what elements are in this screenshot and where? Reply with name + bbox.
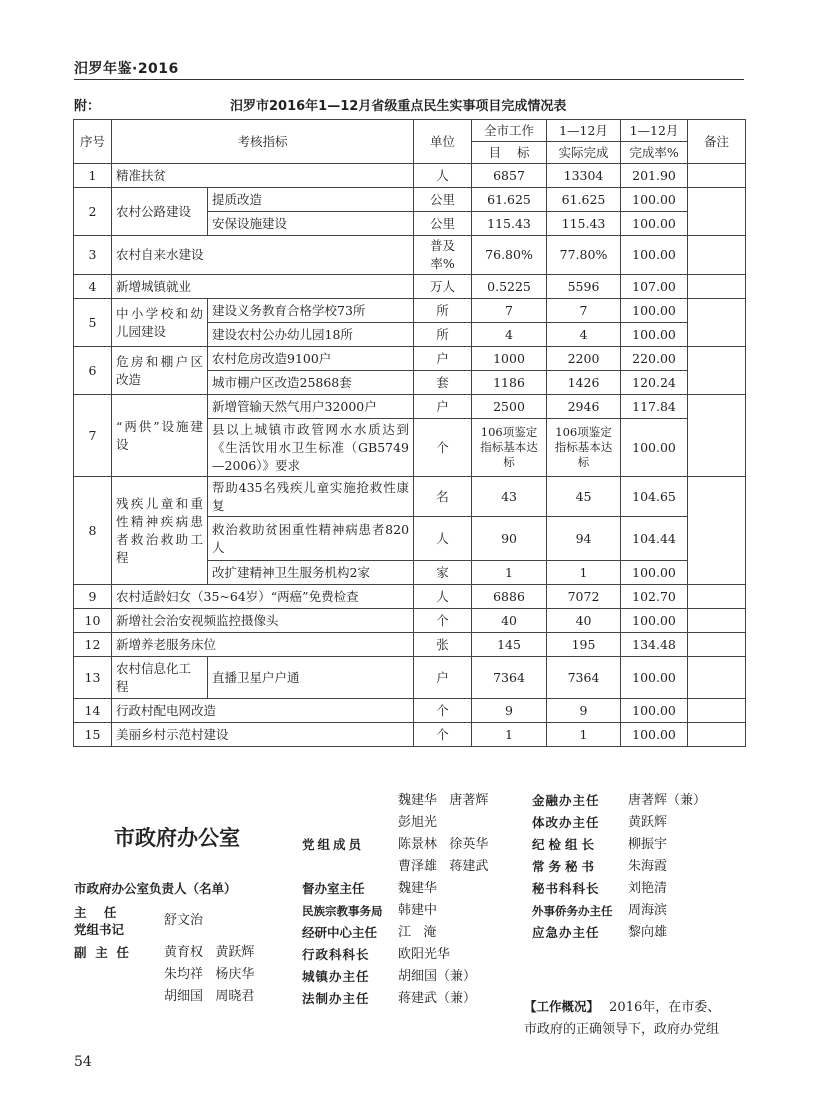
col-target-header-top: 全市工作 bbox=[472, 120, 547, 142]
role-label: 体改办主任 bbox=[532, 815, 600, 830]
role-label: 副 主 任 bbox=[74, 945, 129, 960]
col-target-header-bottom: 目 标 bbox=[472, 142, 547, 164]
note-cell bbox=[688, 699, 746, 723]
person-names: 黎向雄 bbox=[628, 925, 668, 940]
overview-line-1 bbox=[524, 996, 746, 1019]
note-cell bbox=[688, 347, 746, 395]
target-cell: 9 bbox=[472, 699, 547, 723]
rate-cell: 100.00 bbox=[621, 212, 688, 236]
role-label: 城镇办主任 bbox=[302, 969, 370, 984]
rate-cell: 220.00 bbox=[621, 347, 688, 371]
note-cell bbox=[688, 657, 746, 699]
actual-cell: 9 bbox=[547, 699, 621, 723]
col-seq-header: 序号 bbox=[74, 120, 112, 164]
target-cell: 61.625 bbox=[472, 188, 547, 212]
actual-cell: 7364 bbox=[547, 657, 621, 699]
role-label: 应急办主任 bbox=[532, 925, 600, 940]
actual-cell: 61.625 bbox=[547, 188, 621, 212]
seq-cell: 6 bbox=[74, 347, 112, 395]
roster-heading: 市政府办公室负责人（名单） bbox=[74, 881, 237, 896]
person-names: 陈景林 徐英华 曹泽雄 蒋建武 bbox=[398, 837, 489, 874]
person-names: 彭旭光 bbox=[398, 815, 438, 830]
role-label: 外事侨务办主任 bbox=[532, 904, 613, 918]
category-cell: 农村公路建设 bbox=[112, 188, 208, 236]
actual-cell: 115.43 bbox=[547, 212, 621, 236]
sub-indicator-cell: 提质改造 bbox=[208, 188, 414, 212]
person-names: 江 淹 bbox=[398, 925, 437, 940]
note-cell bbox=[688, 188, 746, 236]
sub-indicator-cell: 城市棚户区改造25868套 bbox=[208, 371, 414, 395]
unit-cell: 人 bbox=[414, 517, 472, 561]
note-cell bbox=[688, 609, 746, 633]
target-cell: 7 bbox=[472, 299, 547, 323]
overview-text: 2016年，在市委、 bbox=[609, 1000, 721, 1015]
sub-indicator-cell: 帮助435名残疾儿童实施抢救性康复 bbox=[208, 477, 414, 517]
table-row bbox=[74, 236, 746, 275]
indicator-cell: 行政村配电网改造 bbox=[112, 699, 414, 723]
unit-cell: 所 bbox=[414, 323, 472, 347]
roster-entry bbox=[74, 942, 294, 1008]
target-cell: 1 bbox=[472, 561, 547, 585]
seq-cell: 10 bbox=[74, 609, 112, 633]
roster-entry bbox=[532, 834, 746, 856]
roster-entry bbox=[532, 900, 746, 922]
person-names: 蒋建武（兼） bbox=[398, 991, 477, 1006]
seq-cell: 13 bbox=[74, 657, 112, 699]
sub-indicator-cell: 救治救助贫困重性精神病患者820人 bbox=[208, 517, 414, 561]
actual-cell: 5596 bbox=[547, 275, 621, 299]
person-names: 黄跃辉 bbox=[628, 815, 668, 830]
col-indicator-header: 考核指标 bbox=[112, 120, 414, 164]
actual-cell: 4 bbox=[547, 323, 621, 347]
rate-cell: 100.00 bbox=[621, 236, 688, 275]
role-label: 纪检组长 bbox=[532, 837, 599, 852]
role-label: 法制办主任 bbox=[302, 991, 370, 1006]
section-title: 市政府办公室 bbox=[114, 826, 240, 850]
roster-entry bbox=[532, 878, 746, 900]
unit-cell: 所 bbox=[414, 299, 472, 323]
category-cell: 残疾儿童和重性精神疾病患者救治救助工程 bbox=[112, 477, 208, 585]
unit-cell: 户 bbox=[414, 395, 472, 419]
role-label: 党组成员 bbox=[302, 837, 365, 852]
unit-cell: 套 bbox=[414, 371, 472, 395]
page-number: 54 bbox=[74, 1054, 92, 1070]
unit-cell: 公里 bbox=[414, 212, 472, 236]
unit-cell: 名 bbox=[414, 477, 472, 517]
note-cell bbox=[688, 395, 746, 477]
table-row bbox=[74, 347, 746, 371]
roster-entry bbox=[532, 812, 746, 834]
unit-cell: 户 bbox=[414, 347, 472, 371]
col-rate-header-top: 1—12月 bbox=[621, 120, 688, 142]
rate-cell: 104.65 bbox=[621, 477, 688, 517]
seq-cell: 14 bbox=[74, 699, 112, 723]
actual-cell: 45 bbox=[547, 477, 621, 517]
person-names: 魏建华 唐著辉 bbox=[398, 793, 489, 808]
roster-entry bbox=[532, 856, 746, 878]
sub-indicator-cell: 安保设施建设 bbox=[208, 212, 414, 236]
rate-cell: 120.24 bbox=[621, 371, 688, 395]
target-cell: 90 bbox=[472, 517, 547, 561]
person-names: 周海滨 bbox=[628, 903, 668, 918]
unit-cell: 个 bbox=[414, 419, 472, 477]
note-cell bbox=[688, 299, 746, 347]
table-row bbox=[74, 633, 746, 657]
rate-cell: 100.00 bbox=[621, 657, 688, 699]
indicator-cell: 农村适龄妇女（35~64岁）“两癌”免费检查 bbox=[112, 585, 414, 609]
target-cell: 76.80% bbox=[472, 236, 547, 275]
overview-paragraph bbox=[524, 996, 746, 1041]
unit-cell: 人 bbox=[414, 585, 472, 609]
target-cell: 4 bbox=[472, 323, 547, 347]
actual-cell: 1 bbox=[547, 561, 621, 585]
target-cell: 6886 bbox=[472, 585, 547, 609]
rate-cell: 100.00 bbox=[621, 419, 688, 477]
rate-cell: 100.00 bbox=[621, 699, 688, 723]
actual-cell: 94 bbox=[547, 517, 621, 561]
target-cell: 1000 bbox=[472, 347, 547, 371]
unit-cell: 户 bbox=[414, 657, 472, 699]
appendix-label: 附： bbox=[74, 99, 101, 114]
category-cell: 危房和棚户区改造 bbox=[112, 347, 208, 395]
col-rate-header-bottom: 完成率% bbox=[621, 142, 688, 164]
sub-indicator-cell: 县以上城镇市政管网水水质达到《生活饮用水卫生标准（GB5749—2006）》要求 bbox=[208, 419, 414, 477]
unit-cell: 人 bbox=[414, 164, 472, 188]
category-cell: 中小学校和幼儿园建设 bbox=[112, 299, 208, 347]
note-cell bbox=[688, 164, 746, 188]
roster-entry bbox=[302, 900, 522, 922]
note-cell bbox=[688, 236, 746, 275]
person-names: 唐著辉（兼） bbox=[628, 793, 707, 808]
target-cell: 0.5225 bbox=[472, 275, 547, 299]
indicator-cell: 新增社会治安视频监控摄像头 bbox=[112, 609, 414, 633]
roster-entry bbox=[302, 834, 522, 878]
person-names: 黄育权 黄跃辉 朱均祥 杨庆华 胡细国 周晓君 bbox=[164, 945, 255, 1004]
header-row bbox=[74, 120, 746, 142]
roster-entry bbox=[302, 966, 522, 988]
table-row bbox=[74, 395, 746, 419]
unit-cell: 万人 bbox=[414, 275, 472, 299]
role-label: 常务秘书 bbox=[532, 859, 599, 874]
actual-cell: 13304 bbox=[547, 164, 621, 188]
table-row bbox=[74, 477, 746, 517]
unit-cell: 普及率% bbox=[414, 236, 472, 275]
unit-cell: 公里 bbox=[414, 188, 472, 212]
category-cell: “两供”设施建设 bbox=[112, 395, 208, 477]
sub-indicator-cell: 直播卫星户户通 bbox=[208, 657, 414, 699]
rate-cell: 100.00 bbox=[621, 609, 688, 633]
table-row bbox=[74, 585, 746, 609]
role-label: 行政科科长 bbox=[302, 947, 370, 962]
actual-cell: 195 bbox=[547, 633, 621, 657]
person-names: 胡细国（兼） bbox=[398, 969, 477, 984]
seq-cell: 7 bbox=[74, 395, 112, 477]
person-names: 魏建华 bbox=[398, 881, 438, 896]
note-cell bbox=[688, 275, 746, 299]
unit-cell: 个 bbox=[414, 609, 472, 633]
indicator-cell: 新增养老服务床位 bbox=[112, 633, 414, 657]
actual-cell: 7 bbox=[547, 299, 621, 323]
target-cell: 1 bbox=[472, 723, 547, 747]
note-cell bbox=[688, 633, 746, 657]
rate-cell: 117.84 bbox=[621, 395, 688, 419]
overview-line-2: 市政府的正确领导下，政府办党组 bbox=[524, 1022, 720, 1037]
table-title: 汨罗市2016年1—12月省级重点民生实事项目完成情况表 bbox=[230, 99, 567, 114]
target-cell: 115.43 bbox=[472, 212, 547, 236]
seq-cell: 5 bbox=[74, 299, 112, 347]
rate-cell: 100.00 bbox=[621, 323, 688, 347]
roster-entry bbox=[302, 878, 522, 900]
seq-cell: 8 bbox=[74, 477, 112, 585]
actual-cell: 106项鉴定指标基本达标 bbox=[547, 419, 621, 477]
table-row bbox=[74, 699, 746, 723]
indicator-cell: 美丽乡村示范村建设 bbox=[112, 723, 414, 747]
role-label: 金融办主任 bbox=[532, 793, 600, 808]
rate-cell: 102.70 bbox=[621, 585, 688, 609]
sub-indicator-cell: 建设农村公办幼儿园18所 bbox=[208, 323, 414, 347]
role-label: 民族宗教事务局 bbox=[302, 904, 383, 918]
rate-cell: 100.00 bbox=[621, 723, 688, 747]
actual-cell: 40 bbox=[547, 609, 621, 633]
roster-right bbox=[532, 790, 746, 944]
note-cell bbox=[688, 477, 746, 585]
target-cell: 1186 bbox=[472, 371, 547, 395]
roster-left bbox=[74, 904, 294, 1008]
rate-cell: 100.00 bbox=[621, 561, 688, 585]
role-label: 秘书科科长 bbox=[532, 881, 600, 896]
col-unit-header: 单位 bbox=[414, 120, 472, 164]
indicator-cell: 新增城镇就业 bbox=[112, 275, 414, 299]
roster-entry bbox=[302, 944, 522, 966]
rate-cell: 100.00 bbox=[621, 299, 688, 323]
actual-cell: 7072 bbox=[547, 585, 621, 609]
target-cell: 7364 bbox=[472, 657, 547, 699]
seq-cell: 1 bbox=[74, 164, 112, 188]
rate-cell: 100.00 bbox=[621, 188, 688, 212]
header-rule bbox=[74, 79, 744, 80]
person-names: 舒文治 bbox=[164, 913, 204, 928]
target-cell: 106项鉴定指标基本达标 bbox=[472, 419, 547, 477]
unit-cell: 家 bbox=[414, 561, 472, 585]
roster-entry bbox=[74, 904, 294, 938]
unit-cell: 个 bbox=[414, 699, 472, 723]
target-cell: 40 bbox=[472, 609, 547, 633]
role-label: 经研中心主任 bbox=[302, 925, 378, 940]
seq-cell: 15 bbox=[74, 723, 112, 747]
role-label: 主 任 党组书记 bbox=[74, 905, 125, 937]
role-label: 督办室主任 bbox=[302, 881, 365, 896]
person-names: 韩建中 bbox=[398, 903, 438, 918]
table-row bbox=[74, 657, 746, 699]
indicator-cell: 农村自来水建设 bbox=[112, 236, 414, 275]
target-cell: 43 bbox=[472, 477, 547, 517]
note-cell bbox=[688, 585, 746, 609]
seq-cell: 3 bbox=[74, 236, 112, 275]
target-cell: 6857 bbox=[472, 164, 547, 188]
running-head: 汨罗年鉴·2016 bbox=[74, 61, 179, 77]
col-actual-header-top: 1—12月 bbox=[547, 120, 621, 142]
unit-cell: 张 bbox=[414, 633, 472, 657]
sub-indicator-cell: 改扩建精神卫生服务机构2家 bbox=[208, 561, 414, 585]
rate-cell: 107.00 bbox=[621, 275, 688, 299]
roster-entry bbox=[532, 790, 746, 812]
seq-cell: 4 bbox=[74, 275, 112, 299]
roster-middle bbox=[302, 790, 522, 1010]
rate-cell: 104.44 bbox=[621, 517, 688, 561]
target-cell: 2500 bbox=[472, 395, 547, 419]
target-cell: 145 bbox=[472, 633, 547, 657]
actual-cell: 1 bbox=[547, 723, 621, 747]
seq-cell: 12 bbox=[74, 633, 112, 657]
rate-cell: 134.48 bbox=[621, 633, 688, 657]
category-cell: 农村信息化工程 bbox=[112, 657, 208, 699]
seq-cell: 9 bbox=[74, 585, 112, 609]
roster-entry bbox=[302, 922, 522, 944]
sub-indicator-cell: 建设义务教育合格学校73所 bbox=[208, 299, 414, 323]
person-names: 朱海霞 bbox=[628, 859, 668, 874]
completion-table bbox=[73, 119, 746, 747]
roster-entry bbox=[532, 922, 746, 944]
table-row bbox=[74, 609, 746, 633]
table-row bbox=[74, 188, 746, 212]
actual-cell: 2946 bbox=[547, 395, 621, 419]
person-names: 欧阳光华 bbox=[398, 947, 451, 962]
table-container bbox=[73, 119, 745, 747]
rate-cell: 201.90 bbox=[621, 164, 688, 188]
actual-cell: 1426 bbox=[547, 371, 621, 395]
sub-indicator-cell: 新增管输天然气用户32000户 bbox=[208, 395, 414, 419]
actual-cell: 2200 bbox=[547, 347, 621, 371]
col-note-header: 备注 bbox=[688, 120, 746, 164]
col-actual-header-bottom: 实际完成 bbox=[547, 142, 621, 164]
sub-indicator-cell: 农村危房改造9100户 bbox=[208, 347, 414, 371]
table-row bbox=[74, 723, 746, 747]
person-names: 刘艳清 bbox=[628, 881, 668, 896]
seq-cell: 2 bbox=[74, 188, 112, 236]
note-cell bbox=[688, 723, 746, 747]
table-row bbox=[74, 299, 746, 323]
person-names: 柳振宇 bbox=[628, 837, 668, 852]
indicator-cell: 精准扶贫 bbox=[112, 164, 414, 188]
overview-label: 【工作概况】 bbox=[524, 999, 600, 1014]
actual-cell: 77.80% bbox=[547, 236, 621, 275]
unit-cell: 个 bbox=[414, 723, 472, 747]
roster-entry bbox=[302, 988, 522, 1010]
table-row bbox=[74, 164, 746, 188]
table-row bbox=[74, 275, 746, 299]
